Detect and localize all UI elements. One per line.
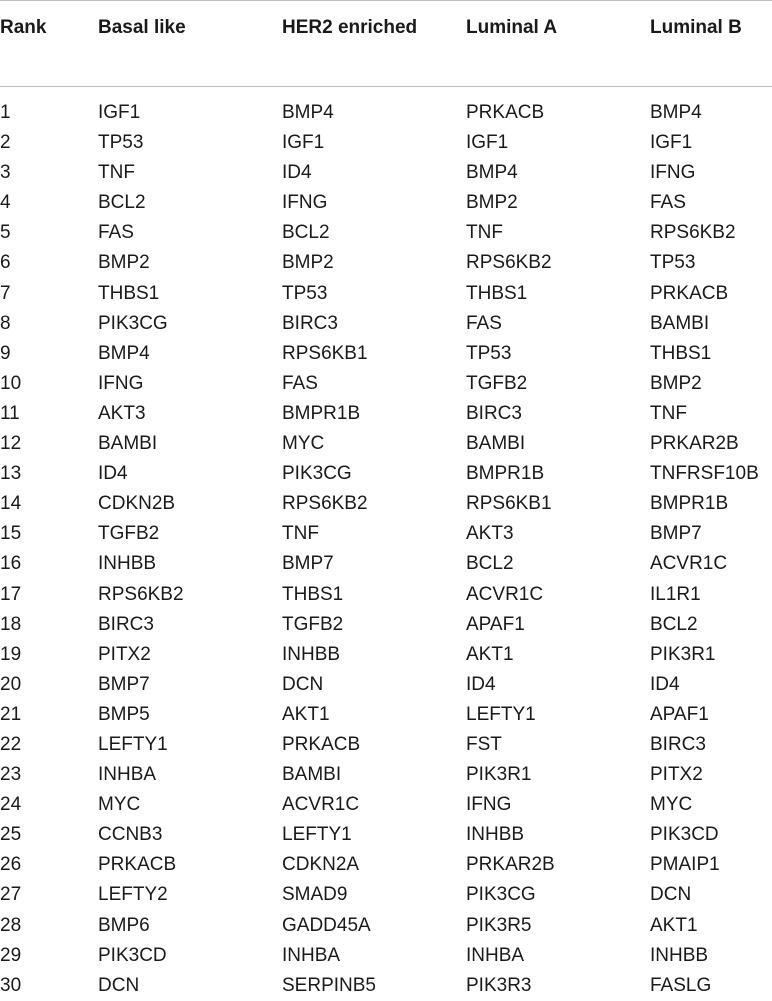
table-row (0, 279, 772, 309)
cell-luminal-b: BMP4 (650, 102, 702, 123)
cell-rank: 12 (0, 433, 22, 455)
cell-luminal-a: TP53 (466, 342, 512, 364)
cell-rank: 8 (0, 312, 11, 334)
cell-her2-enriched: IFNG (282, 192, 328, 214)
cell-luminal-a: PRKACB (466, 102, 545, 123)
cell-luminal-b: DCN (650, 884, 692, 906)
table-row (0, 339, 772, 369)
cell-her2-enriched: TP53 (282, 282, 328, 304)
header-luminal-a: Luminal A (466, 17, 558, 38)
cell-rank: 18 (0, 613, 22, 635)
cell-her2-enriched: RPS6KB2 (282, 493, 368, 515)
cell-her2-enriched: DCN (282, 673, 324, 695)
cell-basal-like: BMP4 (98, 342, 150, 364)
header-luminal-b: Luminal B (650, 17, 742, 38)
cell-luminal-a: BIRC3 (466, 402, 522, 424)
cell-luminal-a: APAF1 (466, 613, 525, 635)
cell-luminal-a: PIK3R3 (466, 974, 532, 996)
cell-luminal-a: INHBB (466, 824, 525, 846)
cell-basal-like: CCNB3 (98, 824, 163, 846)
cell-basal-like: BMP5 (98, 703, 150, 725)
cell-luminal-b: ACVR1C (650, 553, 728, 575)
cell-luminal-a: PIK3R5 (466, 914, 532, 936)
cell-basal-like: INHBA (98, 764, 157, 786)
table-body (0, 98, 772, 1001)
cell-luminal-a: TGFB2 (466, 372, 528, 394)
table-top-rule (0, 0, 772, 1)
cell-luminal-b: INHBB (650, 944, 709, 966)
cell-her2-enriched: TGFB2 (282, 613, 344, 635)
table-row (0, 549, 772, 579)
cell-luminal-a: BMPR1B (466, 463, 545, 485)
table-row (0, 519, 772, 549)
cell-luminal-a: PRKAR2B (466, 854, 555, 876)
cell-luminal-b: BMP2 (650, 372, 702, 394)
table-row (0, 369, 772, 399)
cell-rank: 9 (0, 342, 11, 364)
cell-luminal-b: FAS (650, 192, 686, 214)
cell-rank: 23 (0, 764, 22, 786)
table-row (0, 459, 772, 489)
table-row (0, 730, 772, 760)
header-rank: Rank (0, 17, 47, 38)
table-row (0, 429, 772, 459)
cell-luminal-a: IGF1 (466, 132, 509, 154)
table-row (0, 128, 772, 158)
table-row (0, 911, 772, 941)
cell-luminal-b: TP53 (650, 252, 696, 274)
cell-her2-enriched: GADD45A (282, 914, 371, 936)
cell-rank: 6 (0, 252, 11, 274)
table-row (0, 880, 772, 910)
table-row (0, 218, 772, 248)
cell-her2-enriched: ACVR1C (282, 794, 360, 816)
cell-rank: 24 (0, 794, 22, 816)
cell-basal-like: DCN (98, 974, 140, 996)
cell-her2-enriched: LEFTY1 (282, 824, 352, 846)
cell-basal-like: TNF (98, 162, 135, 184)
cell-luminal-b: PIK3CD (650, 824, 719, 846)
table-row (0, 98, 772, 128)
table-row (0, 610, 772, 640)
cell-her2-enriched: TNF (282, 523, 319, 545)
cell-her2-enriched: RPS6KB1 (282, 342, 368, 364)
cell-luminal-b: TNFRSF10B (650, 463, 759, 485)
cell-basal-like: TP53 (98, 132, 144, 154)
cell-luminal-b: IGF1 (650, 132, 693, 154)
cell-luminal-b: PIK3R1 (650, 643, 716, 665)
cell-luminal-b: PMAIP1 (650, 854, 720, 876)
table-row (0, 158, 772, 188)
cell-basal-like: LEFTY1 (98, 733, 168, 755)
table-row (0, 850, 772, 880)
cell-rank: 27 (0, 884, 22, 906)
cell-her2-enriched: CDKN2A (282, 854, 360, 876)
table-row (0, 640, 772, 670)
cell-luminal-a: TNF (466, 222, 503, 244)
table-row (0, 580, 772, 610)
cell-rank: 29 (0, 944, 22, 966)
cell-basal-like: MYC (98, 794, 141, 816)
cell-luminal-b: MYC (650, 794, 693, 816)
cell-rank: 4 (0, 192, 11, 214)
cell-luminal-b: IFNG (650, 162, 696, 184)
cell-luminal-a: PIK3CG (466, 884, 536, 906)
cell-basal-like: AKT3 (98, 402, 146, 424)
cell-her2-enriched: BAMBI (282, 764, 342, 786)
cell-her2-enriched: BMP2 (282, 252, 334, 274)
cell-basal-like: CDKN2B (98, 493, 176, 515)
cell-luminal-a: FST (466, 733, 502, 755)
cell-luminal-a: AKT3 (466, 523, 514, 545)
cell-basal-like: BIRC3 (98, 613, 154, 635)
cell-basal-like: PIK3CD (98, 944, 167, 966)
cell-luminal-a: FAS (466, 312, 502, 334)
cell-her2-enriched: IGF1 (282, 132, 325, 154)
cell-luminal-b: BAMBI (650, 312, 710, 334)
cell-her2-enriched: THBS1 (282, 583, 344, 605)
cell-rank: 2 (0, 132, 11, 154)
cell-luminal-a: THBS1 (466, 282, 528, 304)
cell-her2-enriched: SMAD9 (282, 884, 348, 906)
cell-luminal-b: BIRC3 (650, 733, 706, 755)
cell-her2-enriched: PRKACB (282, 733, 361, 755)
cell-luminal-a: INHBA (466, 944, 525, 966)
cell-her2-enriched: BMP7 (282, 553, 334, 575)
cell-luminal-b: BMP7 (650, 523, 702, 545)
cell-rank: 3 (0, 162, 11, 184)
cell-rank: 25 (0, 824, 22, 846)
cell-basal-like: IGF1 (98, 102, 141, 123)
cell-her2-enriched: INHBA (282, 944, 341, 966)
cell-luminal-b: APAF1 (650, 703, 709, 725)
cell-luminal-b: AKT1 (650, 914, 698, 936)
table-row (0, 941, 772, 971)
cell-basal-like: BCL2 (98, 192, 146, 214)
cell-her2-enriched: PIK3CG (282, 463, 352, 485)
cell-rank: 7 (0, 282, 11, 304)
table-row (0, 399, 772, 429)
cell-rank: 13 (0, 463, 22, 485)
cell-basal-like: TGFB2 (98, 523, 160, 545)
table-row (0, 820, 772, 850)
cell-basal-like: PITX2 (98, 643, 151, 665)
table-row (0, 760, 772, 790)
cell-her2-enriched: BMP4 (282, 102, 334, 123)
cell-luminal-a: RPS6KB1 (466, 493, 552, 515)
cell-her2-enriched: BMPR1B (282, 402, 361, 424)
cell-basal-like: BMP6 (98, 914, 150, 936)
cell-her2-enriched: INHBB (282, 643, 341, 665)
cell-rank: 22 (0, 733, 22, 755)
cell-rank: 20 (0, 673, 22, 695)
cell-rank: 1 (0, 102, 11, 123)
cell-luminal-a: ACVR1C (466, 583, 544, 605)
cell-rank: 21 (0, 703, 22, 725)
table-row (0, 971, 772, 1001)
cell-rank: 28 (0, 914, 22, 936)
table-row (0, 670, 772, 700)
header-basal-like: Basal like (98, 17, 186, 38)
cell-luminal-a: RPS6KB2 (466, 252, 552, 274)
cell-luminal-a: IFNG (466, 794, 512, 816)
cell-rank: 16 (0, 553, 22, 575)
cell-rank: 10 (0, 372, 22, 394)
table-row (0, 248, 772, 278)
cell-luminal-b: RPS6KB2 (650, 222, 736, 244)
cell-luminal-a: BCL2 (466, 553, 514, 575)
cell-her2-enriched: SERPINB5 (282, 974, 376, 996)
cell-her2-enriched: ID4 (282, 162, 312, 184)
cell-luminal-b: IL1R1 (650, 583, 701, 605)
table-row (0, 700, 772, 730)
cell-basal-like: RPS6KB2 (98, 583, 184, 605)
cell-basal-like: LEFTY2 (98, 884, 168, 906)
cell-luminal-b: PRKAR2B (650, 433, 739, 455)
table-row (0, 790, 772, 820)
cell-luminal-b: PITX2 (650, 764, 703, 786)
cell-basal-like: BMP2 (98, 252, 150, 274)
cell-her2-enriched: BCL2 (282, 222, 330, 244)
cell-basal-like: IFNG (98, 372, 144, 394)
cell-luminal-b: BMPR1B (650, 493, 729, 515)
cell-basal-like: ID4 (98, 463, 128, 485)
table-row (0, 489, 772, 519)
header-her2-enriched: HER2 enriched (282, 17, 418, 38)
cell-basal-like: BMP7 (98, 673, 150, 695)
table-row (0, 309, 772, 339)
cell-her2-enriched: FAS (282, 372, 318, 394)
cell-rank: 11 (0, 402, 20, 424)
cell-rank: 14 (0, 493, 22, 515)
table-header-rule (0, 86, 772, 87)
cell-basal-like: PIK3CG (98, 312, 168, 334)
cell-her2-enriched: AKT1 (282, 703, 330, 725)
cell-her2-enriched: MYC (282, 433, 325, 455)
cell-luminal-a: PIK3R1 (466, 764, 532, 786)
table-header-row (0, 14, 772, 84)
cell-rank: 5 (0, 222, 11, 244)
cell-rank: 19 (0, 643, 22, 665)
cell-luminal-a: BMP4 (466, 162, 518, 184)
cell-luminal-b: ID4 (650, 673, 680, 695)
cell-luminal-a: BAMBI (466, 433, 526, 455)
cell-rank: 30 (0, 974, 22, 996)
cell-basal-like: PRKACB (98, 854, 177, 876)
cell-basal-like: THBS1 (98, 282, 160, 304)
cell-luminal-a: ID4 (466, 673, 496, 695)
cell-luminal-a: AKT1 (466, 643, 514, 665)
cell-basal-like: INHBB (98, 553, 157, 575)
cell-rank: 26 (0, 854, 22, 876)
cell-luminal-b: FASLG (650, 974, 712, 996)
cell-basal-like: FAS (98, 222, 134, 244)
cell-luminal-b: THBS1 (650, 342, 712, 364)
cell-rank: 15 (0, 523, 22, 545)
cell-luminal-b: TNF (650, 402, 687, 424)
cell-luminal-a: BMP2 (466, 192, 518, 214)
table-row (0, 188, 772, 218)
cell-basal-like: BAMBI (98, 433, 158, 455)
cell-luminal-a: LEFTY1 (466, 703, 536, 725)
cell-rank: 17 (0, 583, 22, 605)
cell-luminal-b: PRKACB (650, 282, 729, 304)
cell-her2-enriched: BIRC3 (282, 312, 338, 334)
cell-luminal-b: BCL2 (650, 613, 698, 635)
